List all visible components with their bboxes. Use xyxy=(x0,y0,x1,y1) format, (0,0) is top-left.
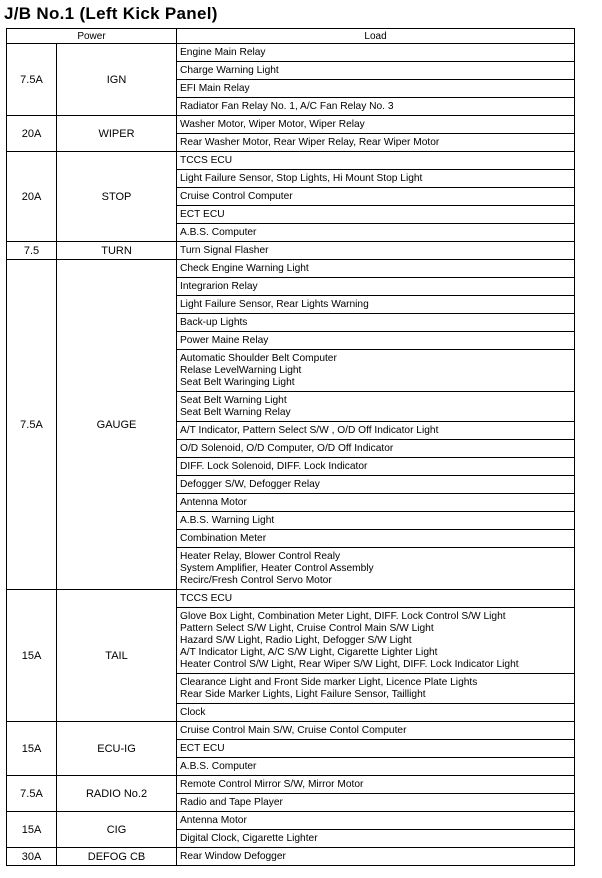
load-text: Antenna Motor xyxy=(180,497,247,508)
load-cell xyxy=(177,134,575,152)
load-cell xyxy=(177,314,575,332)
load-text: Seat Belt Warning Light xyxy=(180,395,287,406)
load-text: Rear Washer Motor, Rear Wiper Relay, Rear Wiper Motor xyxy=(180,137,440,148)
load-text: Automatic Shoulder Belt Computer xyxy=(180,353,337,364)
load-text: Pattern Select S/W Light, Cruise Control Main S/W Light xyxy=(180,623,434,634)
load-text: Hazard S/W Light, Radio Light, Defogger S/W Light xyxy=(180,635,412,646)
load-text: ECT ECU xyxy=(180,743,225,754)
load-cell xyxy=(177,188,575,206)
load-cell xyxy=(177,848,575,866)
load-cell xyxy=(177,242,575,260)
load-cell xyxy=(177,740,575,758)
header-load: Load xyxy=(177,29,575,44)
load-text: Digital Clock, Cigarette Lighter xyxy=(180,833,318,844)
load-cell xyxy=(177,170,575,188)
fuse-amperage: 15A xyxy=(7,812,57,848)
load-cell xyxy=(177,80,575,98)
table-row xyxy=(7,44,575,62)
load-cell xyxy=(177,458,575,476)
fuse-amperage: 7.5A xyxy=(7,776,57,812)
load-text: Clearance Light and Front Side marker Light, Licence Plate Lights xyxy=(180,677,478,688)
table-row xyxy=(7,590,575,608)
load-cell xyxy=(177,62,575,80)
table-row xyxy=(7,242,575,260)
load-cell xyxy=(177,704,575,722)
load-cell xyxy=(177,794,575,812)
load-text: Light Failure Sensor, Rear Lights Warning xyxy=(180,299,369,310)
load-text: A/T Indicator Light, A/C S/W Light, Cigarette Lighter Light xyxy=(180,647,438,658)
load-text: A.B.S. Computer xyxy=(180,227,257,238)
fuse-table-body xyxy=(7,44,575,866)
load-text: O/D Solenoid, O/D Computer, O/D Off Indicator xyxy=(180,443,394,454)
load-cell xyxy=(177,332,575,350)
load-cell xyxy=(177,812,575,830)
load-text: Heater Relay, Blower Control Realy xyxy=(180,551,341,562)
load-cell xyxy=(177,440,575,458)
load-cell xyxy=(177,260,575,278)
load-cell xyxy=(177,422,575,440)
load-text: Integrarion Relay xyxy=(180,281,258,292)
load-text: Defogger S/W, Defogger Relay xyxy=(180,479,320,490)
load-cell xyxy=(177,350,575,392)
fuse-circuit-name: RADIO No.2 xyxy=(57,776,177,812)
fuse-amperage: 20A xyxy=(7,152,57,242)
load-text: ECT ECU xyxy=(180,209,225,220)
load-cell xyxy=(177,476,575,494)
load-cell xyxy=(177,590,575,608)
load-cell xyxy=(177,722,575,740)
load-cell xyxy=(177,152,575,170)
load-cell xyxy=(177,776,575,794)
fuse-amperage: 30A xyxy=(7,848,57,866)
fuse-circuit-name: ECU-IG xyxy=(57,722,177,776)
table-row xyxy=(7,260,575,278)
load-text: Check Engine Warning Light xyxy=(180,263,309,274)
load-text: Remote Control Mirror S/W, Mirror Motor xyxy=(180,779,364,790)
load-text: Radio and Tape Player xyxy=(180,797,283,808)
load-text: A.B.S. Warning Light xyxy=(180,515,275,526)
table-header-row xyxy=(7,29,575,44)
table-row xyxy=(7,722,575,740)
load-text: A/T Indicator, Pattern Select S/W , O/D Off Indicator Light xyxy=(180,425,439,436)
load-cell xyxy=(177,296,575,314)
load-cell xyxy=(177,830,575,848)
load-cell xyxy=(177,608,575,674)
table-row xyxy=(7,116,575,134)
load-text: Cruise Control Computer xyxy=(180,191,293,202)
load-text: TCCS ECU xyxy=(180,593,233,604)
load-cell xyxy=(177,758,575,776)
load-cell xyxy=(177,548,575,590)
load-text: Glove Box Light, Combination Meter Light, DIFF. Lock Control S/W Light xyxy=(180,611,506,622)
fuse-amperage: 15A xyxy=(7,722,57,776)
fuse-amperage: 20A xyxy=(7,116,57,152)
load-text: Engine Main Relay xyxy=(180,47,266,58)
load-cell xyxy=(177,512,575,530)
load-text: Washer Motor, Wiper Motor, Wiper Relay xyxy=(180,119,365,130)
load-cell xyxy=(177,224,575,242)
load-text: Clock xyxy=(180,707,206,718)
load-text: DIFF. Lock Solenoid, DIFF. Lock Indicator xyxy=(180,461,368,472)
load-text: Recirc/Fresh Control Servo Motor xyxy=(180,575,332,586)
fuse-amperage: 7.5A xyxy=(7,44,57,116)
load-cell xyxy=(177,530,575,548)
load-text: EFI Main Relay xyxy=(180,83,250,94)
fuse-amperage: 7.5 xyxy=(7,242,57,260)
table-row xyxy=(7,776,575,794)
load-text: Seat Belt Warning Relay xyxy=(180,407,291,418)
load-text: Rear Side Marker Lights, Light Failure Sensor, Taillight xyxy=(180,689,426,700)
load-text: A.B.S. Computer xyxy=(180,761,257,772)
fuse-table xyxy=(6,28,575,866)
load-text: Turn Signal Flasher xyxy=(180,245,269,256)
fuse-circuit-name: IGN xyxy=(57,44,177,116)
page-title: J/B No.1 (Left Kick Panel) xyxy=(4,4,218,23)
load-cell xyxy=(177,392,575,422)
load-cell xyxy=(177,206,575,224)
load-text: Rear Window Defogger xyxy=(180,851,286,862)
fuse-circuit-name: STOP xyxy=(57,152,177,242)
load-cell xyxy=(177,116,575,134)
load-text: Back-up Lights xyxy=(180,317,248,328)
load-text: Heater Control S/W Light, Rear Wiper S/W Light, DIFF. Lock Indicator Light xyxy=(180,659,519,670)
load-text: TCCS ECU xyxy=(180,155,233,166)
table-row xyxy=(7,152,575,170)
load-cell xyxy=(177,674,575,704)
load-text: Combination Meter xyxy=(180,533,267,544)
load-cell xyxy=(177,278,575,296)
load-text: Seat Belt Waringing Light xyxy=(180,377,295,388)
load-text: Charge Warning Light xyxy=(180,65,279,76)
table-row xyxy=(7,812,575,830)
load-cell xyxy=(177,494,575,512)
fuse-circuit-name: TAIL xyxy=(57,590,177,722)
load-text: Cruise Control Main S/W, Cruise Contol Computer xyxy=(180,725,407,736)
load-text: Light Failure Sensor, Stop Lights, Hi Mount Stop Light xyxy=(180,173,423,184)
load-cell xyxy=(177,44,575,62)
load-cell xyxy=(177,98,575,116)
fuse-amperage: 15A xyxy=(7,590,57,722)
table-row xyxy=(7,848,575,866)
fuse-circuit-name: GAUGE xyxy=(57,260,177,590)
load-text: Antenna Motor xyxy=(180,815,247,826)
fuse-circuit-name: CIG xyxy=(57,812,177,848)
load-text: Relase LevelWarning Light xyxy=(180,365,302,376)
header-power: Power xyxy=(7,29,177,44)
fuse-circuit-name: TURN xyxy=(57,242,177,260)
load-text: System Amplifier, Heater Control Assembly xyxy=(180,563,374,574)
load-text: Radiator Fan Relay No. 1, A/C Fan Relay No. 3 xyxy=(180,101,394,112)
fuse-circuit-name: DEFOG CB xyxy=(57,848,177,866)
fuse-circuit-name: WIPER xyxy=(57,116,177,152)
load-text: Power Maine Relay xyxy=(180,335,269,346)
fuse-amperage: 7.5A xyxy=(7,260,57,590)
